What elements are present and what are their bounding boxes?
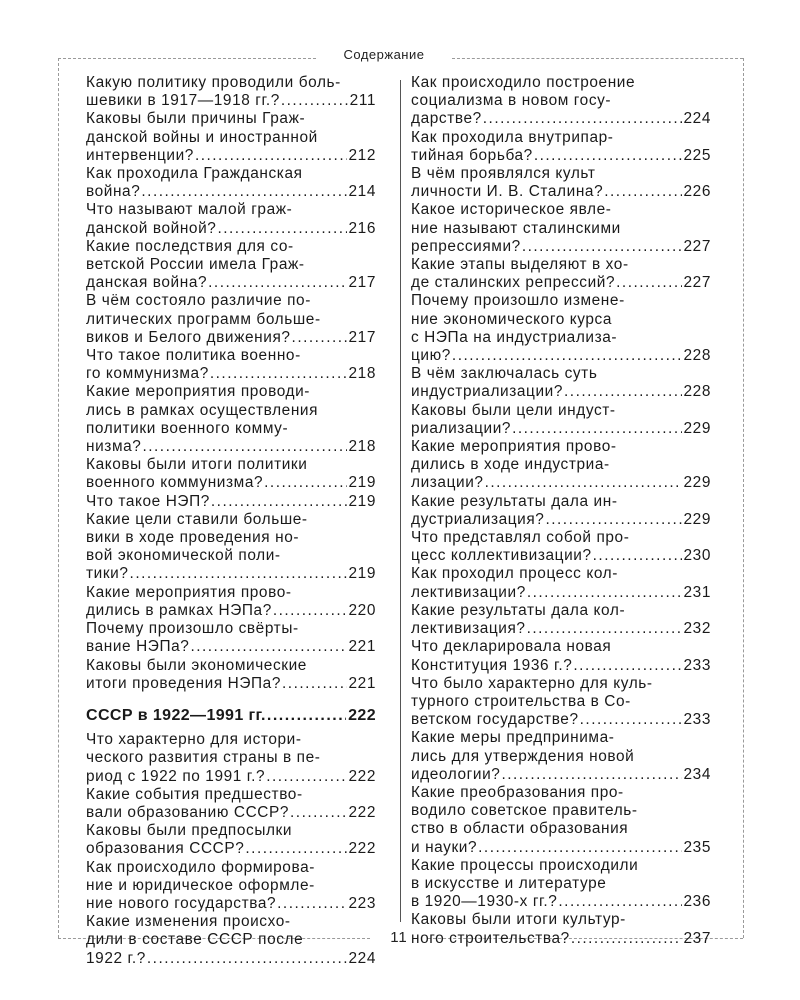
toc-entry-text: вой экономической поли- bbox=[86, 547, 281, 565]
toc-entry-text: индустриализации? bbox=[411, 383, 564, 401]
dot-leader bbox=[266, 768, 346, 786]
toc-entry[interactable] bbox=[411, 675, 711, 730]
toc-entry[interactable] bbox=[86, 383, 376, 456]
toc-entry[interactable] bbox=[411, 638, 711, 674]
toc-entry-text: ние экономического курса bbox=[411, 310, 612, 328]
toc-page-number: 230 bbox=[683, 547, 711, 565]
dot-leader bbox=[593, 547, 682, 565]
toc-entry-text: Что называют малой граж- bbox=[86, 201, 293, 219]
toc-entry-text: Какие преобразования про- bbox=[411, 783, 624, 801]
toc-entry-text: ветской России имела Граж- bbox=[86, 256, 305, 274]
toc-entry-text: Что было характерно для куль- bbox=[411, 674, 653, 692]
toc-entry-text: Как проходила Гражданская bbox=[86, 165, 303, 183]
toc-entry-text: Какие этапы выделяют в хо- bbox=[411, 256, 629, 274]
toc-entry-text: Какие мероприятия проводи- bbox=[86, 383, 311, 401]
toc-page-number: 233 bbox=[683, 656, 711, 674]
toc-entry-text: ного строительства? bbox=[411, 929, 570, 947]
toc-entry[interactable] bbox=[86, 859, 376, 914]
toc-entry-text: дились в рамках НЭПа? bbox=[86, 601, 272, 619]
toc-entry[interactable] bbox=[411, 365, 711, 401]
toc-entry[interactable] bbox=[411, 729, 711, 784]
toc-entry-text: вали образованию СССР? bbox=[86, 803, 290, 821]
toc-page-number: 217 bbox=[348, 328, 376, 346]
column-divider bbox=[400, 80, 401, 922]
toc-left-column bbox=[86, 74, 376, 968]
dot-leader bbox=[478, 839, 681, 857]
toc-page-number: 231 bbox=[683, 583, 711, 601]
toc-entry[interactable] bbox=[411, 529, 711, 565]
toc-entry-text: де сталинских репрессий? bbox=[411, 274, 616, 292]
toc-page-number: 237 bbox=[683, 929, 711, 947]
toc-entry-text: лись в рамках осуществления bbox=[86, 401, 319, 419]
toc-page-number: 228 bbox=[683, 347, 711, 365]
toc-entry-text: Как происходило формирова- bbox=[86, 858, 315, 876]
toc-page-number: 211 bbox=[349, 92, 376, 110]
toc-page-number: 224 bbox=[348, 949, 376, 967]
toc-entry-text: Какие события предшество- bbox=[86, 785, 303, 803]
toc-page-number: 221 bbox=[348, 674, 376, 692]
toc-entry-text: Почему произошло свёрты- bbox=[86, 620, 299, 638]
toc-entry[interactable] bbox=[86, 201, 376, 237]
toc-entry[interactable] bbox=[86, 657, 376, 693]
toc-entry-text: ние и юридическое оформле- bbox=[86, 876, 315, 894]
toc-entry-text: Какие мероприятия прово- bbox=[411, 438, 617, 456]
toc-entry[interactable] bbox=[411, 911, 711, 947]
toc-page-number: 220 bbox=[348, 601, 376, 619]
toc-entry-text: 1922 г.? bbox=[86, 949, 146, 967]
toc-page-number: 229 bbox=[683, 474, 711, 492]
toc-entry-text: турного строительства в Со- bbox=[411, 692, 631, 710]
toc-entry-text: цию? bbox=[411, 347, 451, 365]
toc-entry[interactable] bbox=[411, 74, 711, 129]
dot-leader bbox=[141, 183, 346, 201]
toc-entry-text: ческого развития страны в пе- bbox=[86, 749, 321, 767]
toc-page-number: 221 bbox=[348, 638, 376, 656]
toc-entry-text: лизации? bbox=[411, 474, 484, 492]
section-title: СССР в 1922—1991 гг. bbox=[86, 706, 266, 724]
toc-page-number: 228 bbox=[683, 383, 711, 401]
toc-entry-text: дились в ходе индустриа- bbox=[411, 456, 610, 474]
toc-entry[interactable] bbox=[411, 784, 711, 857]
toc-entry-text: Какие меры предпринима- bbox=[411, 729, 615, 747]
toc-page-number: 229 bbox=[683, 419, 711, 437]
dot-leader bbox=[522, 238, 682, 256]
toc-page-number: 216 bbox=[348, 219, 376, 237]
toc-entry-text: цесс коллективизации? bbox=[411, 547, 592, 565]
toc-entry-text: Какие результаты дала кол- bbox=[411, 601, 626, 619]
toc-entry[interactable] bbox=[86, 238, 376, 293]
toc-entry-text: итоги проведения НЭПа? bbox=[86, 674, 282, 692]
toc-entry[interactable] bbox=[411, 493, 711, 529]
toc-entry-text: Как проходила внутрипар- bbox=[411, 128, 614, 146]
dot-leader bbox=[483, 110, 682, 128]
toc-entry[interactable] bbox=[86, 74, 376, 110]
frame-border-right bbox=[743, 58, 744, 938]
dot-leader bbox=[573, 657, 681, 675]
toc-entry-text: Каковы были итоги культур- bbox=[411, 911, 626, 929]
toc-entry-text: Каковы были итоги политики bbox=[86, 456, 308, 474]
toc-entry[interactable] bbox=[86, 347, 376, 383]
toc-entry-text: Какую политику проводили боль- bbox=[86, 74, 341, 91]
toc-entry-text: дили в составе СССР после bbox=[86, 931, 304, 949]
dot-leader bbox=[208, 274, 346, 292]
dot-leader bbox=[292, 329, 347, 347]
toc-entry-text: Почему произошло измене- bbox=[411, 292, 625, 310]
dot-leader bbox=[281, 92, 348, 110]
toc-entry-text: Какие мероприятия прово- bbox=[86, 583, 292, 601]
toc-page-number: 227 bbox=[683, 274, 711, 292]
dot-leader bbox=[210, 365, 347, 383]
toc-entry-text: Каковы были цели индуст- bbox=[411, 401, 616, 419]
toc-entry-text: вики в ходе проведения но- bbox=[86, 529, 300, 547]
toc-entry-text: В чём заключалась суть bbox=[411, 365, 598, 383]
page-header-title: Содержание bbox=[343, 47, 425, 62]
toc-entry-text: лективизация? bbox=[411, 620, 526, 638]
toc-page-number: 219 bbox=[348, 492, 376, 510]
toc-entry[interactable] bbox=[86, 620, 376, 656]
toc-entry[interactable] bbox=[86, 913, 376, 968]
toc-entry[interactable] bbox=[411, 438, 711, 493]
toc-page-number: 232 bbox=[683, 620, 711, 638]
toc-entry-text: Что декларировала новая bbox=[411, 638, 612, 656]
dot-leader bbox=[512, 420, 681, 438]
toc-entry-text: Что такое НЭП? bbox=[86, 492, 210, 510]
toc-page-number: 218 bbox=[348, 365, 376, 383]
dot-leader bbox=[195, 147, 347, 165]
toc-page-number: 218 bbox=[348, 438, 376, 456]
dot-leader bbox=[501, 766, 681, 784]
dot-leader bbox=[571, 930, 682, 948]
toc-entry-text: политики военного комму- bbox=[86, 419, 289, 437]
toc-entry-text: идеологии? bbox=[411, 765, 501, 783]
toc-page-number: 217 bbox=[348, 274, 376, 292]
toc-page-number: 223 bbox=[348, 894, 376, 912]
toc-entry-text: дарстве? bbox=[411, 110, 482, 128]
toc-entry[interactable] bbox=[411, 292, 711, 365]
dot-leader bbox=[527, 584, 682, 602]
dot-leader bbox=[485, 474, 682, 492]
toc-page-number: 222 bbox=[348, 706, 376, 724]
toc-entry-text: ние называют сталинскими bbox=[411, 219, 621, 237]
toc-entry-text: лективизации? bbox=[411, 583, 526, 601]
toc-entry-text: Что такое политика военно- bbox=[86, 347, 301, 365]
toc-entry[interactable] bbox=[86, 822, 376, 858]
toc-entry-text: го коммунизма? bbox=[86, 365, 209, 383]
toc-entry-text: В чём состояло различие по- bbox=[86, 292, 311, 310]
dot-leader bbox=[277, 895, 346, 913]
toc-entry-text: и науки? bbox=[411, 838, 478, 856]
toc-entry[interactable] bbox=[86, 786, 376, 822]
toc-entry[interactable] bbox=[411, 857, 711, 912]
dot-leader bbox=[190, 638, 346, 656]
toc-section-heading[interactable] bbox=[86, 707, 376, 725]
toc-entry-text: образования СССР? bbox=[86, 840, 245, 858]
toc-entry-text: ство в области образования bbox=[411, 820, 629, 838]
toc-entry-text: Каковы были экономические bbox=[86, 656, 307, 674]
toc-entry-text: интервенции? bbox=[86, 146, 194, 164]
frame-border-top-right bbox=[452, 58, 743, 59]
toc-page-number: 219 bbox=[348, 565, 376, 583]
toc-entry-text: данская война? bbox=[86, 274, 208, 292]
toc-entry-text: Какое историческое явле- bbox=[411, 201, 612, 219]
toc-page-number: 236 bbox=[683, 893, 711, 911]
toc-entry-text: война? bbox=[86, 183, 141, 201]
toc-entry-text: Как проходил процесс кол- bbox=[411, 565, 618, 583]
toc-entry-text: Как происходило построение bbox=[411, 74, 636, 91]
toc-entry-text: репрессиями? bbox=[411, 237, 521, 255]
toc-entry-text: с НЭПа на индустриализа- bbox=[411, 328, 618, 346]
toc-entry[interactable] bbox=[411, 565, 711, 601]
toc-entry-text: тики? bbox=[86, 565, 129, 583]
dot-leader bbox=[273, 602, 347, 620]
toc-entry-text: риод с 1922 по 1991 г.? bbox=[86, 767, 266, 785]
dot-leader bbox=[245, 840, 346, 858]
toc-entry[interactable] bbox=[86, 292, 376, 347]
toc-entry-text: Какие процессы происходили bbox=[411, 856, 639, 874]
toc-page-number: 224 bbox=[683, 110, 711, 128]
toc-entry-text: литических программ больше- bbox=[86, 310, 321, 328]
dot-leader bbox=[545, 511, 681, 529]
toc-entry-text: Какие изменения происхо- bbox=[86, 913, 291, 931]
dot-leader bbox=[452, 347, 682, 365]
toc-entry-text: риализации? bbox=[411, 419, 512, 437]
toc-entry-text: Что характерно для истори- bbox=[86, 731, 302, 749]
toc-entry[interactable] bbox=[411, 602, 711, 638]
toc-entry[interactable] bbox=[86, 511, 376, 584]
dot-leader bbox=[564, 383, 681, 401]
toc-entry[interactable] bbox=[86, 456, 376, 492]
dot-leader bbox=[217, 220, 346, 238]
dot-leader bbox=[147, 950, 347, 968]
toc-page-number: 222 bbox=[348, 803, 376, 821]
toc-entry-text: виков и Белого движения? bbox=[86, 328, 291, 346]
toc-page-number: 214 bbox=[348, 183, 376, 201]
dot-leader bbox=[282, 675, 347, 693]
toc-page-number: 225 bbox=[683, 146, 711, 164]
dot-leader bbox=[580, 711, 682, 729]
toc-entry[interactable] bbox=[411, 129, 711, 165]
toc-entry-text: данской войны и иностранной bbox=[86, 128, 318, 146]
toc-entry-text: низма? bbox=[86, 438, 142, 456]
toc-page-number: 219 bbox=[348, 474, 376, 492]
toc-entry-text: вание НЭПа? bbox=[86, 638, 190, 656]
toc-page-number: 222 bbox=[348, 767, 376, 785]
toc-entry-text: дустриализация? bbox=[411, 510, 545, 528]
toc-entry[interactable] bbox=[86, 731, 376, 786]
toc-entry-text: Каковы были причины Граж- bbox=[86, 110, 306, 128]
toc-entry[interactable] bbox=[86, 110, 376, 165]
toc-entry-text: лись для утверждения новой bbox=[411, 747, 635, 765]
toc-entry-text: Какие результаты дала ин- bbox=[411, 492, 618, 510]
toc-entry-text: Конституция 1936 г.? bbox=[411, 656, 573, 674]
toc-page-number: 229 bbox=[683, 510, 711, 528]
toc-right-column bbox=[411, 74, 711, 948]
toc-entry-text: военного коммунизма? bbox=[86, 474, 264, 492]
dot-leader bbox=[616, 274, 681, 292]
toc-entry-text: Каковы были предпосылки bbox=[86, 822, 293, 840]
toc-entry-text: социализма в новом госу- bbox=[411, 92, 612, 110]
toc-page-number: 234 bbox=[683, 765, 711, 783]
dot-leader bbox=[267, 707, 346, 725]
dot-leader bbox=[534, 147, 682, 165]
toc-entry[interactable] bbox=[86, 584, 376, 620]
dot-leader bbox=[290, 804, 346, 822]
toc-entry-text: в искусстве и литературе bbox=[411, 874, 607, 892]
toc-entry[interactable] bbox=[411, 256, 711, 292]
toc-entry-text: Какие последствия для со- bbox=[86, 237, 294, 255]
toc-page-number: 233 bbox=[683, 711, 711, 729]
toc-entry[interactable] bbox=[411, 165, 711, 201]
toc-page-number: 226 bbox=[683, 183, 711, 201]
toc-entry-text: тийная борьба? bbox=[411, 146, 533, 164]
toc-entry-text: ние нового государства? bbox=[86, 894, 277, 912]
toc-entry-text: Какие цели ставили больше- bbox=[86, 510, 308, 528]
toc-entry-text: в 1920—1930-х гг.? bbox=[411, 893, 558, 911]
dot-leader bbox=[211, 493, 347, 511]
toc-entry-text: ветском государстве? bbox=[411, 711, 579, 729]
toc-entry-text: Что представлял собой про- bbox=[411, 529, 630, 547]
dot-leader bbox=[527, 620, 682, 638]
page-number: 11 bbox=[390, 929, 408, 946]
toc-entry[interactable] bbox=[86, 493, 376, 511]
dot-leader bbox=[130, 565, 347, 583]
dot-leader bbox=[604, 183, 681, 201]
toc-entry-text: личности И. В. Сталина? bbox=[411, 183, 604, 201]
toc-entry-text: В чём проявлялся культ bbox=[411, 165, 596, 183]
toc-page-number: 222 bbox=[348, 840, 376, 858]
toc-entry[interactable] bbox=[411, 402, 711, 438]
dot-leader bbox=[558, 893, 681, 911]
toc-page-number: 235 bbox=[683, 838, 711, 856]
frame-border-top-left bbox=[58, 58, 316, 59]
toc-entry[interactable] bbox=[86, 165, 376, 201]
dot-leader bbox=[142, 438, 346, 456]
toc-page-number: 227 bbox=[683, 237, 711, 255]
frame-border-left bbox=[58, 58, 59, 938]
dot-leader bbox=[264, 474, 346, 492]
toc-entry-text: шевики в 1917—1918 гг.? bbox=[86, 92, 280, 110]
toc-page-number: 212 bbox=[348, 146, 376, 164]
toc-entry[interactable] bbox=[411, 201, 711, 256]
toc-entry-text: водило советское правитель- bbox=[411, 802, 638, 820]
toc-entry-text: данской войной? bbox=[86, 219, 217, 237]
